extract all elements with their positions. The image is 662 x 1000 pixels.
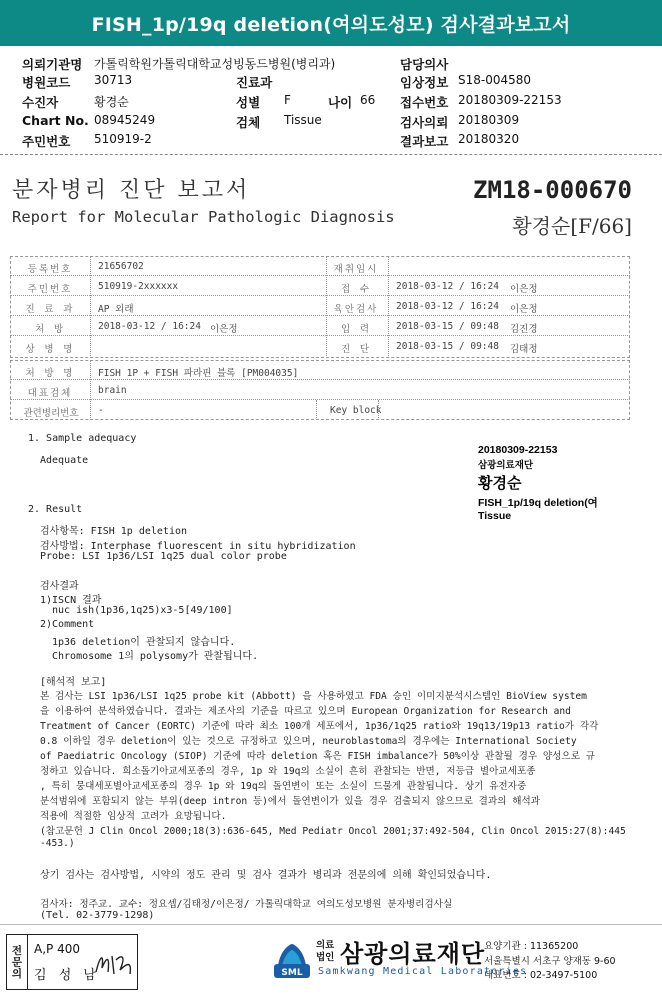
order-value: FISH 1P + FISH 파라핀 블록 [PM004035]	[98, 368, 299, 379]
input-value: 2018-03-15 / 09:48	[396, 321, 499, 332]
related-value: -	[98, 405, 104, 416]
dept-row-label: 진 료 과	[25, 304, 75, 315]
org-contact	[484, 940, 616, 984]
report-date-value: 20180320	[458, 132, 520, 146]
hospital-code-label: 병원코드	[22, 75, 71, 90]
rx-by: 이은정	[210, 324, 238, 335]
report-banner	[0, 0, 662, 46]
report-title-en: Report for Molecular Pathologic Diagnosis	[12, 208, 395, 226]
info-divider-1	[90, 256, 91, 358]
confirmation-note: 상기 검사는 검사방법, 시약의 정도 관리 및 검사 결과가 병리과 전문의에 의해 확인되었습니다.	[40, 870, 492, 881]
logo-text: SML	[281, 968, 303, 978]
probe: Probe: LSI 1p36/LSI 1q25 dual color probe	[40, 551, 287, 562]
diag-label: 진 단	[340, 344, 372, 355]
patient-label: 수진자	[22, 95, 59, 110]
order-label: 처 방 명	[25, 368, 75, 379]
interp-line-4: 0.8 이하일 경우 deletion이 있는 것으로 규정하고 있으며, neuroblastoma의 경우에는 International Society	[40, 736, 577, 747]
verify-label: 전문의	[6, 934, 28, 990]
sticker-receipt: 20180309-22153	[478, 444, 558, 456]
interp-line-7: , 특히 뭉대세포별아교세포종의 경우 1p 와 19q의 돌연변이 또는 소실이 드물게 관찰됩니다. 상기 유전자중	[40, 781, 527, 792]
order-divider-1	[90, 360, 91, 420]
sample-adequacy-value: Adequate	[40, 455, 89, 466]
keyblock-label: Key block	[330, 405, 382, 416]
header-divider	[0, 154, 662, 155]
sample-label: 육안검사	[333, 304, 379, 315]
info-divider-3	[388, 256, 389, 358]
comment-line-2: Chromosome 1의 polysomy가 관찰됩니다.	[52, 651, 259, 662]
patient-value: 황경순	[94, 95, 129, 109]
input-by: 김진경	[510, 324, 538, 335]
comment-line-1: 1p36 deletion이 관찰되지 않습니다.	[52, 637, 236, 648]
test-item: 검사항목: FISH 1p deletion	[40, 526, 188, 537]
order-divider-3	[378, 400, 379, 420]
test-method: 검사방법: Interphase fluorescent in situ hybridization	[40, 541, 356, 552]
chart-label: Chart No.	[22, 113, 89, 128]
recv-value: 2018-03-12 / 16:24	[396, 281, 499, 292]
recv-by: 이은정	[510, 284, 538, 295]
contact-phone: 대표번호 : 02-3497-5100	[484, 970, 598, 981]
org-name: 삼광의료재단	[340, 940, 486, 968]
interpretation-heading: [해석적 보고]	[40, 677, 107, 688]
verifier-name: 김 성 남	[34, 968, 100, 983]
report-title-ko: 분자병리 진단 보고서	[12, 178, 251, 203]
sticker-name: 황경순	[478, 475, 522, 492]
specimen-label: 검체	[236, 115, 261, 130]
contact-code: 요양기관 : 11365200	[484, 941, 579, 952]
organ-label: 대표검체	[27, 388, 73, 399]
report-date-label: 결과보고	[400, 134, 449, 149]
clinical-label: 임상정보	[400, 75, 449, 90]
interp-line-9: 적용에 적절한 임상적 고려가 요망됩니다.	[40, 811, 227, 822]
org-name-en: Samkwang Medical Laboratories	[318, 966, 528, 977]
institution-label: 의뢰기관명	[22, 57, 83, 72]
verifier-code: A,P 400	[34, 942, 80, 956]
result-heading: 검사결과	[40, 581, 79, 592]
reference-line-1: (참고문헌 J Clin Oncol 2000;18(3):636-645, Med Pediatr Oncol 2001;37:492-504, Clin Oncol 2015:27(8):445	[40, 826, 626, 837]
rx-value: 2018-03-12 / 16:24	[98, 321, 201, 332]
sticker-specimen: Tissue	[478, 510, 512, 522]
info-divider-2	[326, 256, 327, 358]
receipt-value: 20180309-22153	[458, 93, 562, 107]
sticker-org: 삼광의료재단	[478, 460, 534, 471]
signature-image	[92, 946, 136, 980]
age-label: 나이	[328, 95, 353, 110]
sex-label: 성별	[236, 95, 261, 110]
contact-address: 서울특별시 서초구 양재동 9-60	[484, 955, 616, 967]
hospital-code-value: 30713	[94, 73, 133, 87]
related-label: 관련병리번호	[23, 408, 79, 419]
resident-label: 주민번호	[22, 134, 71, 149]
comment-heading: 2)Comment	[40, 619, 95, 630]
staff-line: 검사자: 정주교. 교수: 정요셉/김태정/이은정/ 가톨릭대학교 여의도성모병원 분자병리검사실	[40, 899, 453, 910]
reg-label: 등록번호	[27, 264, 73, 275]
org-type	[316, 940, 334, 964]
section-result-heading: 2. Result	[28, 504, 83, 515]
reference-line-2: -453.)	[40, 838, 75, 849]
sml-logo-icon	[270, 940, 314, 984]
iscn-result: nuc ish(1p36,1q25)x3-5[49/100]	[52, 605, 233, 616]
barcode-sticker	[478, 444, 648, 522]
tel-line: (Tel. 02-3779-1298)	[40, 910, 155, 921]
recv-label: 접 수	[340, 284, 372, 295]
report-patient-name: 황경순[F/66]	[512, 214, 632, 238]
sample-value: 2018-03-12 / 16:24	[396, 301, 499, 312]
banner-title: FISH_1p/19q deletion(여의도성모) 검사결과보고서	[91, 13, 571, 36]
sample-by: 이은정	[510, 304, 538, 315]
diag-value: 2018-03-15 / 09:48	[396, 341, 499, 352]
chart-value: 08945249	[94, 113, 156, 127]
org-type-line-2: 법인	[316, 952, 335, 963]
org-type-line-1: 의료	[316, 940, 335, 951]
resident-value: 510919-2	[94, 132, 152, 146]
iscn-heading: 1)ISCN 결과	[40, 595, 102, 606]
sex-value: F	[284, 93, 291, 107]
rrn-label: 주민번호	[27, 284, 73, 295]
organ-value: brain	[98, 385, 127, 396]
footer-divider	[0, 924, 662, 925]
receipt-label: 접수번호	[400, 95, 449, 110]
disease-label: 상 병 명	[25, 344, 75, 355]
diag-by: 김태정	[510, 344, 538, 355]
reexam-label: 재취임시	[333, 264, 379, 275]
request-label: 검사의뢰	[400, 115, 449, 130]
reg-value: 21656702	[98, 261, 144, 272]
doctor-label: 담당의사	[400, 57, 449, 72]
interp-line-2: 을 이용하여 분석하였습니다. 결과는 제조사의 기준을 따르고 있으며 European Organization for Research and	[40, 706, 571, 717]
request-value: 20180309	[458, 113, 520, 127]
rrn-value: 510919-2xxxxxx	[98, 281, 179, 292]
rx-label: 처 방	[34, 324, 66, 335]
dept-label: 진료과	[236, 75, 273, 90]
report-id: ZM18-000670	[473, 176, 632, 204]
interp-line-8: 분석범위에 포함되지 않는 부위(deep intron 등)에서 돌연변이가 있을 경우 검출되지 않으므로 결과의 해석과	[40, 796, 541, 807]
age-value: 66	[360, 93, 376, 107]
interp-line-1: 본 검사는 LSI 1p36/LSI 1q25 probe kit (Abbott) 을 사용하였고 FDA 승인 이미지분석시스템인 BioView system	[40, 691, 587, 702]
order-divider-2	[316, 400, 317, 420]
section-sample-heading: 1. Sample adequacy	[28, 433, 137, 444]
dept-row-value: AP 외래	[98, 304, 134, 315]
interp-line-3: Treatment of Cancer (EORTC) 기준에 따라 최소 100개 세포에서, 1p36/1q25 ratio와 19q13/19p13 ratio가 각각	[40, 721, 599, 732]
specimen-value: Tissue	[284, 113, 322, 127]
interp-line-6: 정하고 있습니다. 희소돌기아교세포종의 경우, 1p 와 19q의 소실이 흔히 관찰되는 반면, 저등급 별아교세포종	[40, 766, 536, 777]
clinical-value: S18-004580	[458, 73, 532, 87]
institution-value: 가톨릭학원가톨릭대학교성빙동드병원(병리과)	[94, 57, 336, 71]
interp-line-5: of Paediatric Oncology (SIOP) 기준에 따라 deletion 혹은 FISH imbalance가 50%이상 관찰될 경우 양성으로 규	[40, 751, 596, 762]
sticker-test: FISH_1p/19q deletion(여	[478, 497, 598, 509]
input-label: 입 력	[340, 324, 372, 335]
